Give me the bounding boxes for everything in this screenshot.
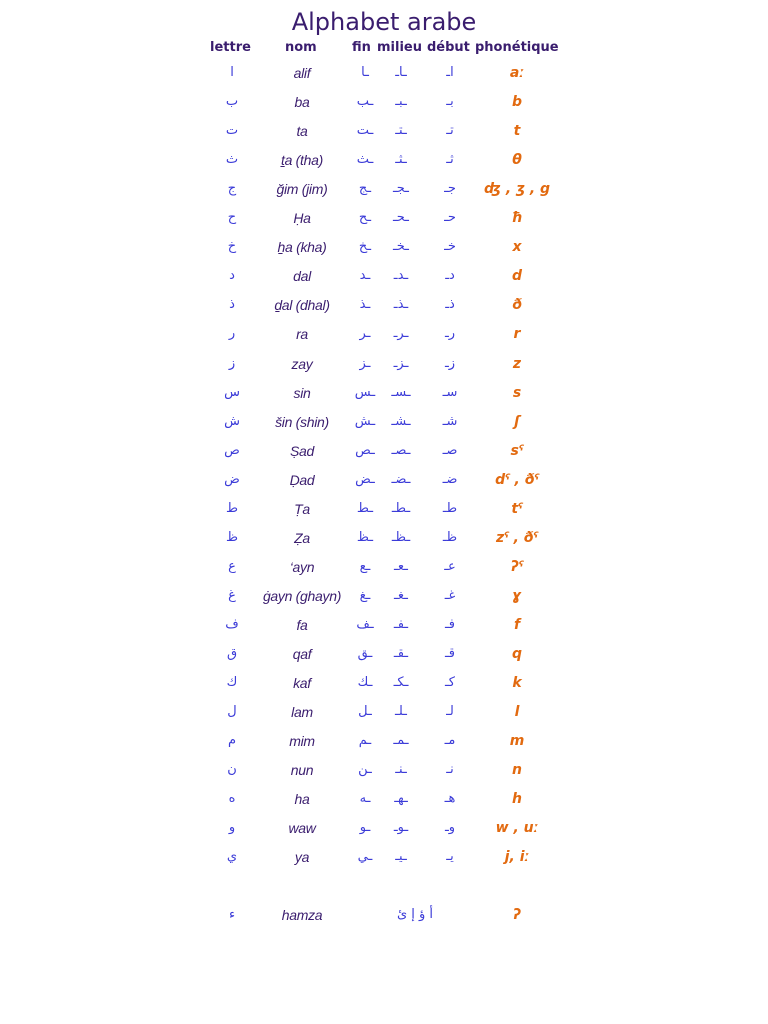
phonetic: aː — [509, 65, 525, 81]
medial-form: ـوـ — [393, 820, 409, 836]
phonetic: ʤ , ʒ , g — [483, 181, 551, 198]
phonetic: r — [513, 326, 521, 343]
medial-form: ـسـ — [391, 384, 411, 400]
phonetic: θ — [512, 152, 522, 169]
initial-form: عـ — [444, 558, 456, 574]
initial-form: تـ — [446, 123, 454, 139]
table-row — [0, 263, 768, 289]
final-form: ـج — [358, 181, 372, 197]
initial-form: جـ — [444, 181, 456, 197]
table-row — [0, 554, 768, 580]
table-row — [0, 292, 768, 318]
medial-form: ـتـ — [395, 123, 407, 139]
table-row — [0, 641, 768, 667]
medial-form: ـنـ — [395, 762, 407, 778]
table-row — [0, 438, 768, 464]
phonetic: dˤ , ðˤ — [495, 471, 539, 488]
medial-form: ـهـ — [394, 791, 408, 807]
table-row — [0, 321, 768, 347]
initial-form: دـ — [445, 268, 455, 284]
header-debut: début — [427, 40, 470, 55]
hamza-phonetic: ʔ — [512, 907, 522, 923]
initial-form: طـ — [442, 500, 458, 516]
table-row — [0, 757, 768, 783]
phonetic: k — [512, 675, 522, 692]
initial-form: ضـ — [442, 471, 458, 487]
final-form: ـق — [357, 646, 373, 661]
phonetic: ɣ — [511, 587, 523, 604]
table-row — [0, 815, 768, 841]
medial-form: ـصـ — [391, 442, 411, 458]
letter-name: ‘ayn — [289, 558, 315, 575]
medial-form: ـثـ — [395, 152, 407, 168]
final-form: ـو — [359, 820, 371, 836]
letter-name: ḏal (dhal) — [274, 297, 330, 314]
phonetic: m — [509, 733, 525, 750]
phonetic: zˤ , ðˤ — [496, 529, 538, 546]
hamza-row — [0, 902, 768, 928]
letter-name: Ḥa — [293, 210, 311, 227]
hamza-forms: أ ؤ إ ئ — [396, 907, 434, 922]
letter-glyph: ق — [226, 646, 238, 661]
medial-form: ـظـ — [391, 529, 411, 545]
final-form: ـخ — [358, 239, 372, 255]
table-row — [0, 176, 768, 202]
final-form: ـر — [359, 326, 371, 342]
phonetic: w , uː — [495, 820, 539, 837]
medial-form: ـمـ — [393, 733, 409, 749]
initial-form: اـ — [446, 65, 454, 80]
medial-form: ـعـ — [394, 558, 408, 574]
final-form: ـز — [359, 355, 371, 371]
initial-form: صـ — [442, 442, 458, 458]
initial-form: حـ — [444, 210, 456, 226]
phonetic: sˤ — [510, 442, 524, 459]
letter-name: mim — [289, 733, 315, 750]
letter-name: kaf — [293, 675, 311, 692]
letter-name: waw — [288, 820, 316, 837]
final-form: ـل — [358, 704, 372, 720]
medial-form: ـضـ — [391, 471, 411, 487]
final-form: ـظ — [356, 529, 374, 545]
medial-form: ـكـ — [393, 675, 409, 691]
final-form: ـث — [356, 152, 374, 168]
table-row — [0, 844, 768, 870]
medial-form: ـلـ — [395, 704, 407, 720]
final-form: ـذ — [359, 297, 371, 313]
initial-form: خـ — [444, 239, 456, 255]
phonetic: j, iː — [504, 849, 530, 866]
letter-name: ṯa (tha) — [281, 152, 323, 169]
initial-form: كـ — [445, 675, 455, 691]
header-lettre: lettre — [210, 40, 251, 55]
letter-name: dal — [293, 268, 311, 285]
letter-name: zay — [291, 355, 313, 372]
medial-form: ـبـ — [395, 94, 407, 110]
letter-glyph: م — [227, 733, 237, 749]
letter-glyph: د — [229, 268, 235, 284]
table-row — [0, 234, 768, 260]
medial-form: ـاـ — [395, 65, 407, 80]
phonetic: ʃ — [514, 413, 520, 430]
table-row — [0, 60, 768, 86]
initial-form: هـ — [444, 791, 456, 807]
header-nom: nom — [285, 40, 317, 55]
letter-name: sin — [293, 384, 311, 401]
medial-form: ـرـ — [393, 326, 409, 342]
hamza-name: hamza — [281, 907, 323, 923]
letter-name: Ṣad — [289, 442, 314, 459]
letter-glyph: ل — [227, 704, 237, 720]
final-form: ـغ — [359, 587, 371, 603]
table-row — [0, 728, 768, 754]
medial-form: ـغـ — [394, 587, 408, 603]
initial-form: لـ — [446, 704, 454, 720]
final-form: ـت — [356, 123, 374, 139]
table-row — [0, 525, 768, 551]
initial-form: بـ — [446, 94, 454, 110]
letter-glyph: غ — [228, 587, 236, 603]
initial-form: رـ — [444, 326, 456, 342]
letter-glyph: ه — [228, 791, 236, 807]
medial-form: ـذـ — [393, 297, 409, 313]
final-form: ـب — [356, 94, 374, 110]
medial-form: ـطـ — [391, 500, 411, 516]
table-row — [0, 380, 768, 406]
phonetic: ð — [512, 297, 522, 314]
letter-name: lam — [291, 704, 313, 721]
letter-name: fa — [296, 616, 308, 633]
final-form: ـص — [355, 442, 375, 458]
letter-glyph: ن — [227, 762, 237, 778]
final-form: ـس — [354, 384, 376, 400]
phonetic: f — [513, 616, 521, 633]
header-milieu: milieu — [377, 40, 422, 55]
letter-name: nun — [290, 762, 314, 779]
letter-glyph: خ — [227, 239, 237, 255]
letter-name: ẖa (kha) — [277, 239, 327, 256]
table-row — [0, 786, 768, 812]
letter-glyph: ا — [230, 65, 234, 80]
letter-glyph: ذ — [229, 297, 235, 313]
table-row — [0, 467, 768, 493]
letter-name: Ṭa — [294, 500, 310, 517]
table-row — [0, 118, 768, 144]
letter-name: ġayn (ghayn) — [262, 587, 342, 604]
final-form: ـد — [359, 268, 371, 284]
final-form: ـف — [356, 616, 374, 632]
initial-form: ظـ — [442, 529, 458, 545]
letter-glyph: ت — [225, 123, 239, 139]
letter-name: Ḍad — [289, 471, 315, 488]
initial-form: ثـ — [446, 152, 454, 168]
letter-name: ya — [294, 849, 310, 866]
initial-form: ذـ — [445, 297, 455, 313]
final-form: ـش — [354, 413, 376, 429]
medial-form: ـيـ — [395, 849, 407, 865]
phonetic: tˤ — [511, 500, 523, 517]
letter-glyph: ص — [224, 442, 240, 458]
initial-form: فـ — [444, 616, 456, 632]
initial-form: زـ — [444, 355, 456, 371]
letter-glyph: ر — [228, 326, 236, 342]
letter-name: ha — [294, 791, 310, 808]
hamza-letter: ء — [228, 907, 236, 922]
phonetic: z — [512, 355, 522, 372]
letter-glyph: ب — [225, 94, 239, 110]
letter-glyph: ك — [226, 675, 238, 691]
phonetic: x — [512, 239, 522, 256]
letter-glyph: ي — [226, 849, 238, 865]
phonetic: q — [511, 646, 523, 662]
final-form: ـط — [356, 500, 374, 516]
phonetic: s — [512, 384, 522, 401]
letter-name: alif — [293, 65, 311, 81]
letter-glyph: ج — [227, 181, 237, 197]
letter-glyph: ع — [228, 558, 236, 574]
letter-name: šin (shin) — [275, 413, 329, 430]
table-row — [0, 670, 768, 696]
final-form: ـه — [359, 791, 371, 807]
final-form: ـي — [357, 849, 373, 865]
table-row — [0, 496, 768, 522]
final-form: ـح — [358, 210, 372, 226]
phonetic: ħ — [511, 210, 523, 227]
initial-form: غـ — [444, 587, 456, 603]
initial-form: سـ — [442, 384, 458, 400]
final-form: ـض — [355, 471, 375, 487]
medial-form: ـفـ — [393, 616, 409, 632]
letter-name: ta — [296, 123, 308, 140]
table-row — [0, 699, 768, 725]
table-row — [0, 409, 768, 435]
page-title: Alphabet arabe — [291, 8, 477, 36]
medial-form: ـشـ — [391, 413, 411, 429]
medial-form: ـجـ — [392, 181, 409, 197]
table-row — [0, 351, 768, 377]
table-row — [0, 583, 768, 609]
letter-glyph: ز — [228, 355, 236, 371]
medial-form: ـدـ — [393, 268, 409, 284]
phonetic: t — [513, 123, 521, 140]
phonetic: ʔˤ — [510, 558, 524, 575]
letter-name: qaf — [292, 646, 312, 662]
table-row — [0, 612, 768, 638]
letter-name: ğim (jim) — [276, 181, 328, 198]
letter-glyph: ف — [225, 616, 239, 632]
letter-name: ba — [294, 94, 310, 111]
letter-glyph: و — [228, 820, 236, 836]
letter-glyph: ظ — [225, 529, 239, 545]
table-row — [0, 147, 768, 173]
medial-form: ـحـ — [392, 210, 409, 226]
letter-glyph: ط — [225, 500, 239, 516]
medial-form: ـقـ — [393, 646, 409, 661]
letter-glyph: ش — [224, 413, 240, 429]
letter-glyph: ض — [224, 471, 240, 487]
phonetic: n — [512, 762, 522, 779]
initial-form: شـ — [442, 413, 458, 429]
letter-name: ra — [296, 326, 308, 343]
letter-glyph: ث — [225, 152, 239, 168]
medial-form: ـزـ — [393, 355, 409, 371]
initial-form: قـ — [444, 646, 456, 661]
final-form: ـك — [357, 675, 373, 691]
medial-form: ـخـ — [392, 239, 409, 255]
final-form: ـن — [358, 762, 372, 778]
phonetic: l — [514, 704, 520, 721]
final-form: ـم — [358, 733, 372, 749]
final-form: ـا — [361, 65, 369, 80]
initial-form: مـ — [444, 733, 456, 749]
final-form: ـع — [359, 558, 371, 574]
initial-form: وـ — [444, 820, 456, 836]
phonetic: b — [511, 94, 523, 111]
table-row — [0, 89, 768, 115]
header-fin: fin — [352, 40, 371, 55]
header-phonetique: phonétique — [475, 40, 559, 55]
phonetic: d — [511, 268, 523, 285]
initial-form: نـ — [446, 762, 454, 778]
initial-form: يـ — [446, 849, 454, 865]
letter-name: Ẓa — [294, 529, 310, 546]
table-row — [0, 205, 768, 231]
letter-glyph: س — [224, 384, 240, 400]
phonetic: h — [512, 791, 522, 808]
letter-glyph: ح — [227, 210, 237, 226]
